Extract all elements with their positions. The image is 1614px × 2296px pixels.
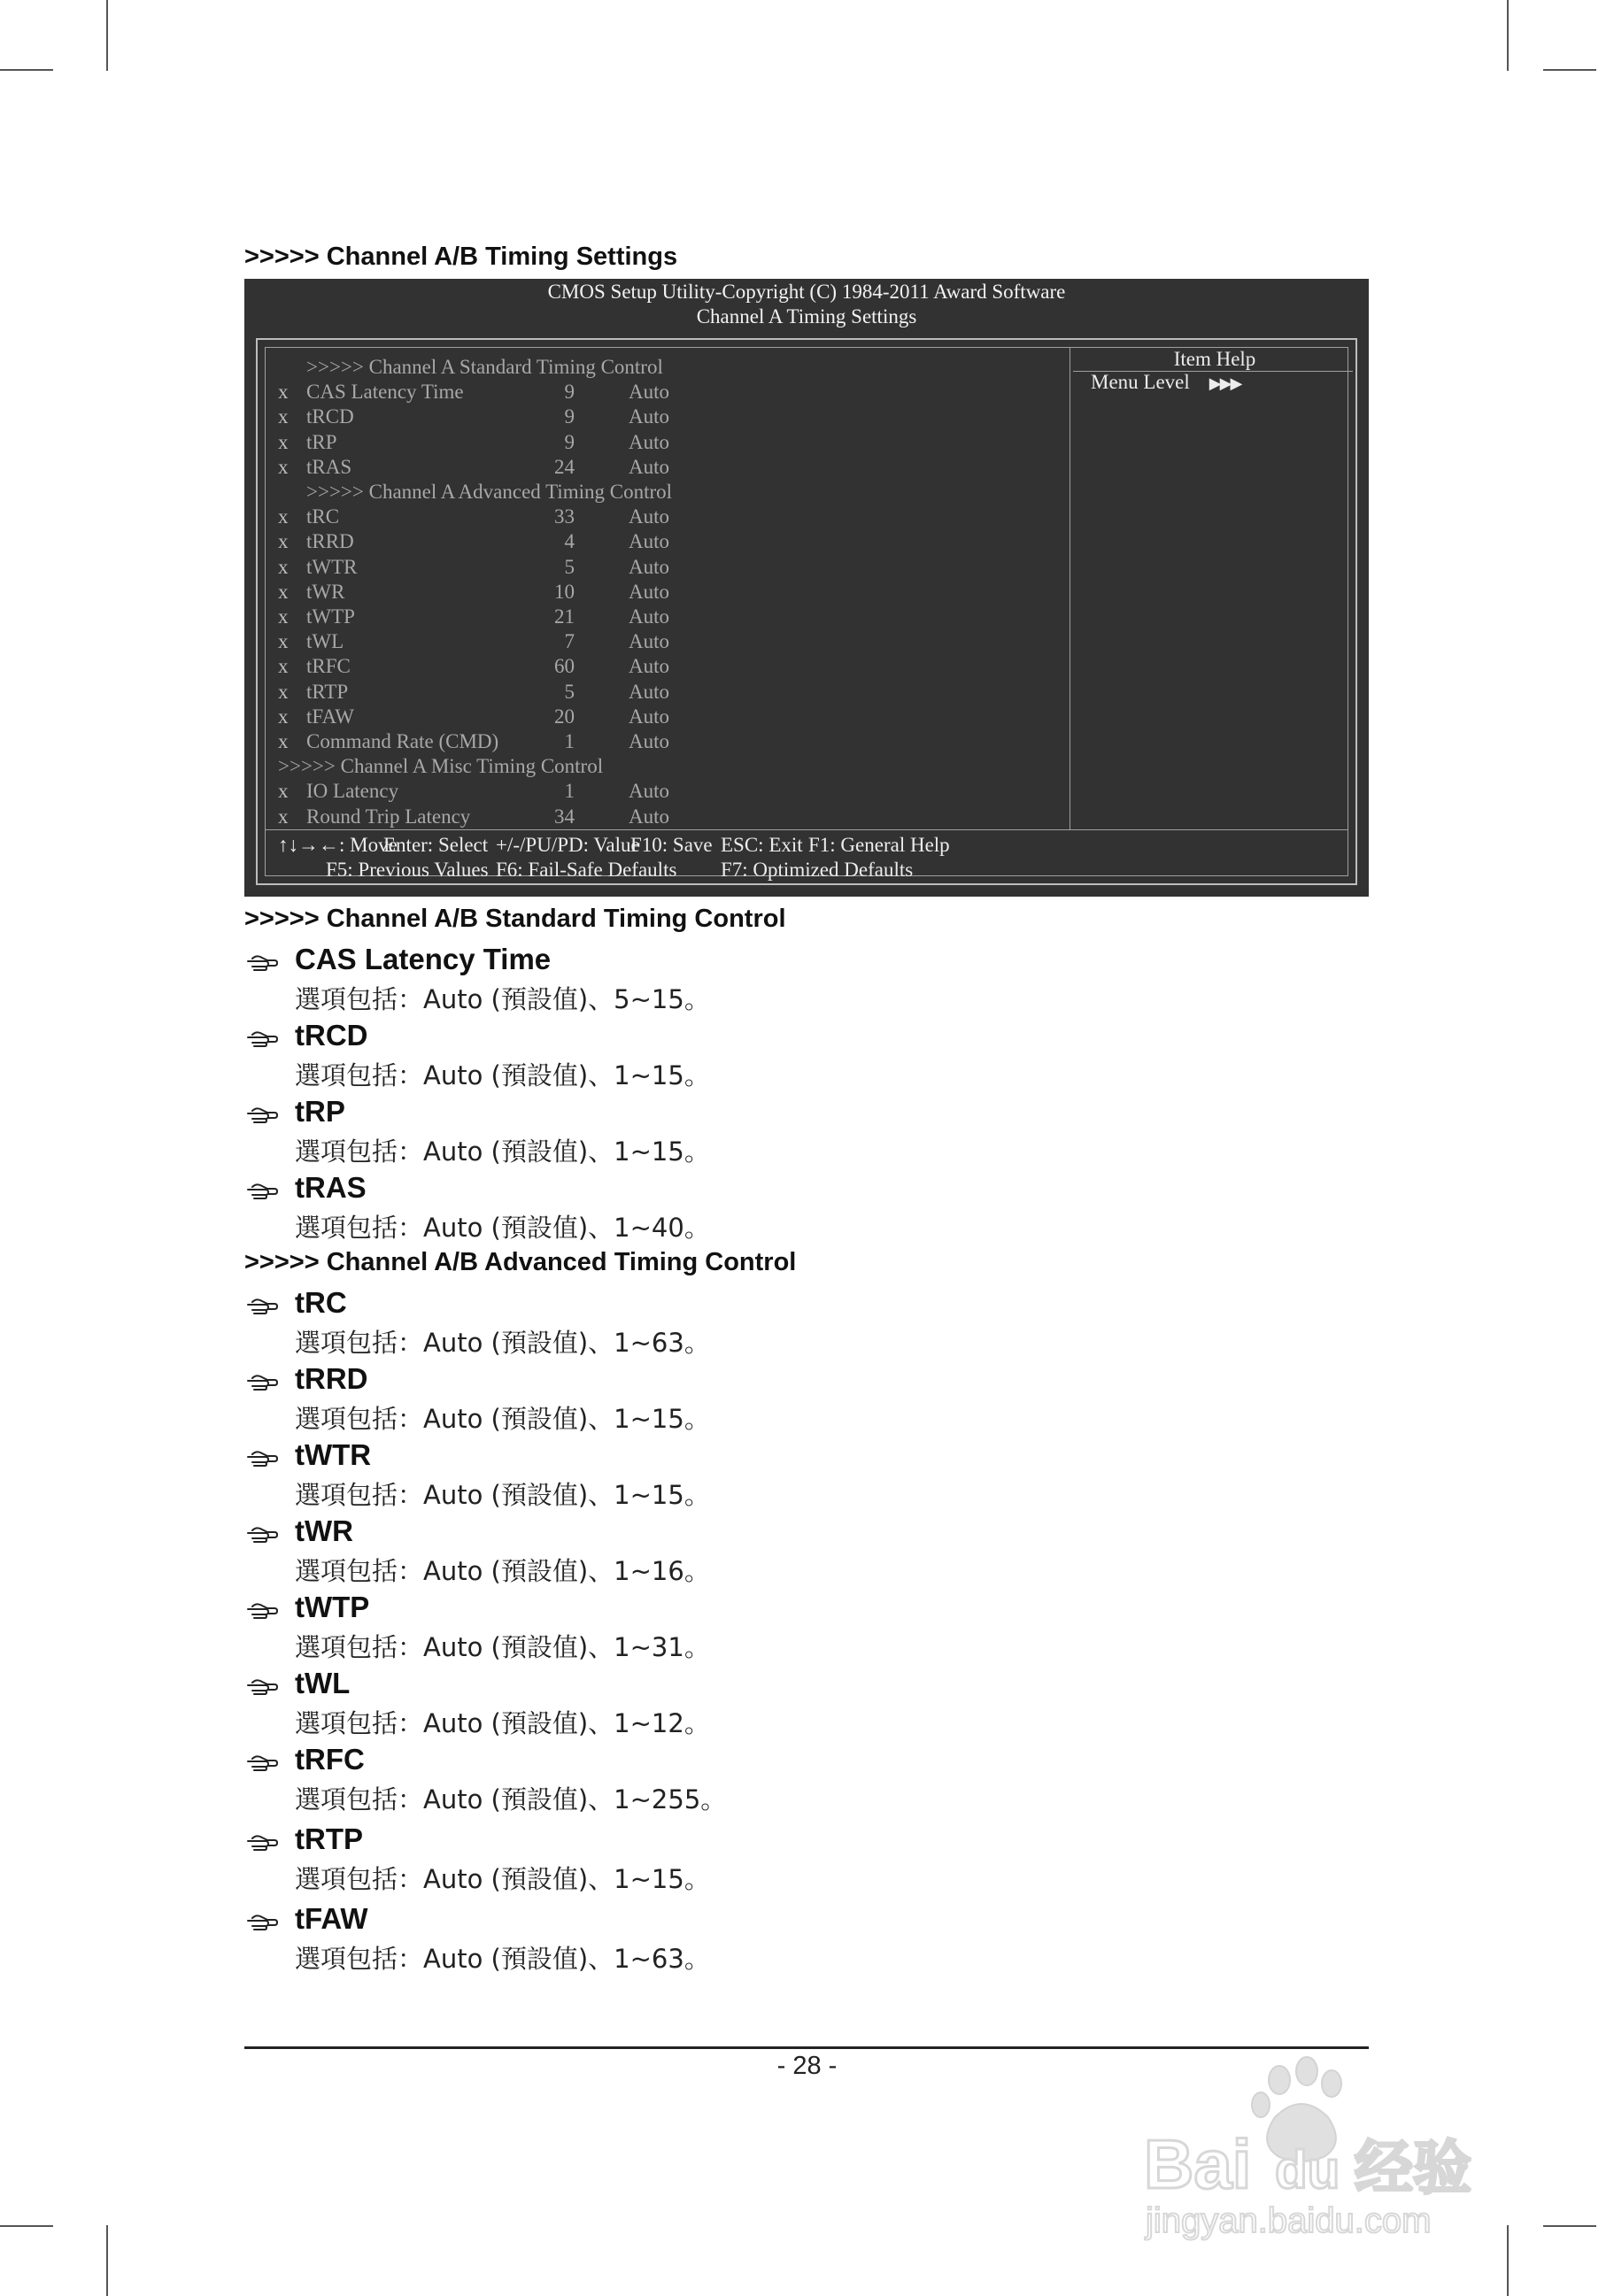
bios-title-line2: Channel A Timing Settings bbox=[696, 305, 917, 327]
crop-mark bbox=[1543, 69, 1596, 71]
svg-text:经验: 经验 bbox=[1355, 2134, 1471, 2202]
setting-value: 34 bbox=[554, 805, 575, 828]
advanced-item-options: 選項包括：Auto (預設值)、1~63。 bbox=[295, 1944, 710, 1974]
setting-disabled-marker: x bbox=[278, 455, 289, 478]
setting-value: 21 bbox=[554, 605, 575, 628]
menu-level-arrows-icon: ▶▶▶ bbox=[1209, 374, 1241, 392]
setting-value: 60 bbox=[554, 655, 575, 678]
item-help-title: Item Help bbox=[1173, 348, 1256, 370]
standard-item-title: tRP bbox=[295, 1095, 345, 1128]
setting-mode: Auto bbox=[629, 655, 669, 678]
advanced-item-title: tWL bbox=[295, 1667, 351, 1699]
setting-mode: Auto bbox=[629, 555, 669, 578]
setting-mode: Auto bbox=[629, 505, 669, 528]
pointing-hand-icon bbox=[246, 1182, 278, 1201]
setting-mode: Auto bbox=[629, 430, 669, 453]
pointing-hand-icon bbox=[246, 953, 278, 973]
key-select: Enter: Select bbox=[383, 834, 489, 856]
setting-value: 24 bbox=[554, 455, 575, 478]
setting-name: tWR bbox=[306, 580, 345, 603]
setting-value: 33 bbox=[554, 505, 575, 528]
setting-name: tRFC bbox=[306, 655, 351, 678]
advanced-item-title: tRFC bbox=[295, 1743, 365, 1776]
crop-mark bbox=[106, 0, 108, 71]
advanced-item-options: 選項包括：Auto (預設值)、1~255。 bbox=[295, 1784, 727, 1814]
key-general-help: F1: General Help bbox=[808, 834, 950, 856]
setting-mode: Auto bbox=[629, 805, 669, 828]
setting-mode: Auto bbox=[629, 605, 669, 628]
section-heading-standard: >>>>> Channel A/B Standard Timing Control bbox=[244, 905, 786, 933]
setting-name: tFAW bbox=[306, 705, 354, 728]
setting-value: 9 bbox=[564, 381, 575, 404]
key-exit: ESC: Exit bbox=[721, 834, 803, 856]
setting-name: >>>>> Channel A Standard Timing Control bbox=[306, 356, 663, 378]
advanced-item-title: tRC bbox=[295, 1286, 347, 1319]
setting-value: 5 bbox=[564, 680, 575, 703]
setting-mode: Auto bbox=[629, 580, 669, 603]
advanced-item-options: 選項包括：Auto (預設值)、1~12。 bbox=[295, 1708, 710, 1738]
pointing-hand-icon bbox=[246, 1297, 278, 1316]
bios-screen bbox=[244, 279, 1369, 897]
setting-mode: Auto bbox=[629, 705, 669, 728]
setting-name: tWTP bbox=[306, 605, 355, 628]
bios-inner-frame bbox=[265, 347, 1348, 881]
setting-value: 9 bbox=[564, 405, 575, 428]
baidu-watermark-logo bbox=[1142, 2055, 1523, 2241]
standard-item-options: 選項包括：Auto (預設值)、1~15。 bbox=[295, 1060, 710, 1090]
svg-text:Bai: Bai bbox=[1144, 2125, 1252, 2203]
setting-mode: Auto bbox=[629, 730, 669, 752]
pointing-hand-icon bbox=[246, 1029, 278, 1049]
setting-name: tRAS bbox=[306, 455, 352, 478]
bios-title-line1: CMOS Setup Utility-Copyright (C) 1984-2011 Award Software bbox=[547, 281, 1066, 303]
setting-name: IO Latency bbox=[306, 780, 399, 803]
setting-value: 1 bbox=[564, 780, 575, 803]
setting-disabled-marker: x bbox=[278, 430, 289, 453]
menu-level bbox=[1091, 371, 1240, 394]
setting-name: CAS Latency Time bbox=[306, 381, 464, 404]
setting-name: >>>>> Channel A Advanced Timing Control bbox=[306, 481, 673, 503]
setting-mode: Auto bbox=[629, 680, 669, 703]
pointing-hand-icon bbox=[246, 1601, 278, 1621]
crop-mark bbox=[0, 2225, 53, 2227]
setting-mode: Auto bbox=[629, 630, 669, 653]
setting-value: 5 bbox=[564, 555, 575, 578]
setting-value: 9 bbox=[564, 430, 575, 453]
setting-value: 4 bbox=[564, 530, 575, 553]
setting-mode: Auto bbox=[629, 530, 669, 553]
pointing-hand-icon bbox=[246, 1449, 278, 1468]
setting-name: Round Trip Latency bbox=[306, 805, 471, 828]
pointing-hand-icon bbox=[246, 1753, 278, 1773]
advanced-item-options: 選項包括：Auto (預設值)、1~63。 bbox=[295, 1328, 710, 1358]
setting-name: tRTP bbox=[306, 680, 349, 703]
setting-disabled-marker: x bbox=[278, 580, 289, 603]
setting-disabled-marker: x bbox=[278, 705, 289, 728]
setting-mode: Auto bbox=[629, 780, 669, 803]
setting-disabled-marker: x bbox=[278, 730, 289, 752]
setting-disabled-marker: x bbox=[278, 381, 289, 404]
advanced-item-options: 選項包括：Auto (預設值)、1~15。 bbox=[295, 1404, 710, 1434]
section-heading-advanced: >>>>> Channel A/B Advanced Timing Control bbox=[244, 1248, 797, 1276]
standard-item-title: tRAS bbox=[295, 1171, 367, 1204]
svg-text:jingyan.baidu.com: jingyan.baidu.com bbox=[1146, 2201, 1432, 2240]
pointing-hand-icon bbox=[246, 1525, 278, 1545]
crop-mark bbox=[106, 2225, 108, 2296]
key-value: +/-/PU/PD: Value bbox=[496, 834, 640, 856]
setting-disabled-marker: x bbox=[278, 605, 289, 628]
standard-item-options: 選項包括：Auto (預設值)、5~15。 bbox=[295, 984, 710, 1014]
setting-disabled-marker: x bbox=[278, 555, 289, 578]
setting-name: tWL bbox=[306, 630, 344, 653]
advanced-item-title: tWTP bbox=[295, 1591, 370, 1623]
bios-frame bbox=[256, 338, 1357, 885]
setting-disabled-marker: x bbox=[278, 680, 289, 703]
bios-divider bbox=[266, 829, 1348, 830]
advanced-item-title: tFAW bbox=[295, 1902, 368, 1935]
key-save: F10: Save bbox=[630, 834, 713, 856]
standard-item-title: tRCD bbox=[295, 1019, 368, 1052]
setting-value: 20 bbox=[554, 705, 575, 728]
standard-item-options: 選項包括：Auto (預設值)、1~15。 bbox=[295, 1136, 710, 1167]
setting-disabled-marker: x bbox=[278, 805, 289, 828]
advanced-item-title: tRTP bbox=[295, 1822, 363, 1855]
section-heading-timing-settings: >>>>> Channel A/B Timing Settings bbox=[244, 243, 678, 271]
page-number: - 28 - bbox=[776, 2052, 838, 2080]
standard-item-title: CAS Latency Time bbox=[295, 943, 552, 975]
key-failsafe-defaults: F6: Fail-Safe Defaults bbox=[496, 859, 677, 881]
setting-disabled-marker: x bbox=[278, 530, 289, 553]
setting-mode: Auto bbox=[629, 381, 669, 404]
setting-disabled-marker: x bbox=[278, 780, 289, 803]
setting-disabled-marker: x bbox=[278, 405, 289, 428]
pointing-hand-icon bbox=[246, 1913, 278, 1932]
pointing-hand-icon bbox=[246, 1373, 278, 1392]
advanced-item-title: tWR bbox=[295, 1514, 353, 1547]
setting-mode: Auto bbox=[629, 405, 669, 428]
pointing-hand-icon bbox=[246, 1677, 278, 1697]
setting-disabled-marker: x bbox=[278, 630, 289, 653]
key-move: ↑↓→←: Move bbox=[278, 834, 398, 856]
setting-name: >>>>> Channel A Misc Timing Control bbox=[278, 755, 604, 778]
setting-name: tWTR bbox=[306, 555, 358, 578]
key-optimized-defaults: F7: Optimized Defaults bbox=[721, 859, 914, 881]
menu-level-label: Menu Level bbox=[1091, 371, 1190, 393]
advanced-item-title: tWTR bbox=[295, 1438, 372, 1471]
advanced-item-options: 選項包括：Auto (預設值)、1~15。 bbox=[295, 1480, 710, 1510]
setting-name: tRCD bbox=[306, 405, 354, 428]
setting-disabled-marker: x bbox=[278, 505, 289, 528]
setting-name: Command Rate (CMD) bbox=[306, 730, 499, 752]
advanced-item-options: 選項包括：Auto (預設值)、1~15。 bbox=[295, 1864, 710, 1894]
setting-mode: Auto bbox=[629, 455, 669, 478]
pointing-hand-icon bbox=[246, 1106, 278, 1125]
setting-value: 1 bbox=[564, 730, 575, 752]
advanced-item-title: tRRD bbox=[295, 1362, 368, 1395]
setting-disabled-marker: x bbox=[278, 655, 289, 678]
crop-mark bbox=[1543, 2225, 1596, 2227]
setting-value: 10 bbox=[554, 580, 575, 603]
standard-item-options: 選項包括：Auto (預設值)、1~40。 bbox=[295, 1213, 710, 1243]
crop-mark bbox=[1507, 0, 1509, 71]
setting-name: tRRD bbox=[306, 530, 354, 553]
pointing-hand-icon bbox=[246, 1833, 278, 1853]
crop-mark bbox=[0, 69, 53, 71]
advanced-item-options: 選項包括：Auto (預設值)、1~16。 bbox=[295, 1556, 710, 1586]
advanced-item-options: 選項包括：Auto (預設值)、1~31。 bbox=[295, 1632, 710, 1662]
setting-name: tRC bbox=[306, 505, 340, 528]
footer-rule bbox=[244, 2046, 1369, 2049]
setting-name: tRP bbox=[306, 430, 337, 453]
key-previous-values: F5: Previous Values bbox=[326, 859, 489, 881]
setting-value: 7 bbox=[564, 630, 575, 653]
svg-text:du: du bbox=[1275, 2140, 1340, 2200]
